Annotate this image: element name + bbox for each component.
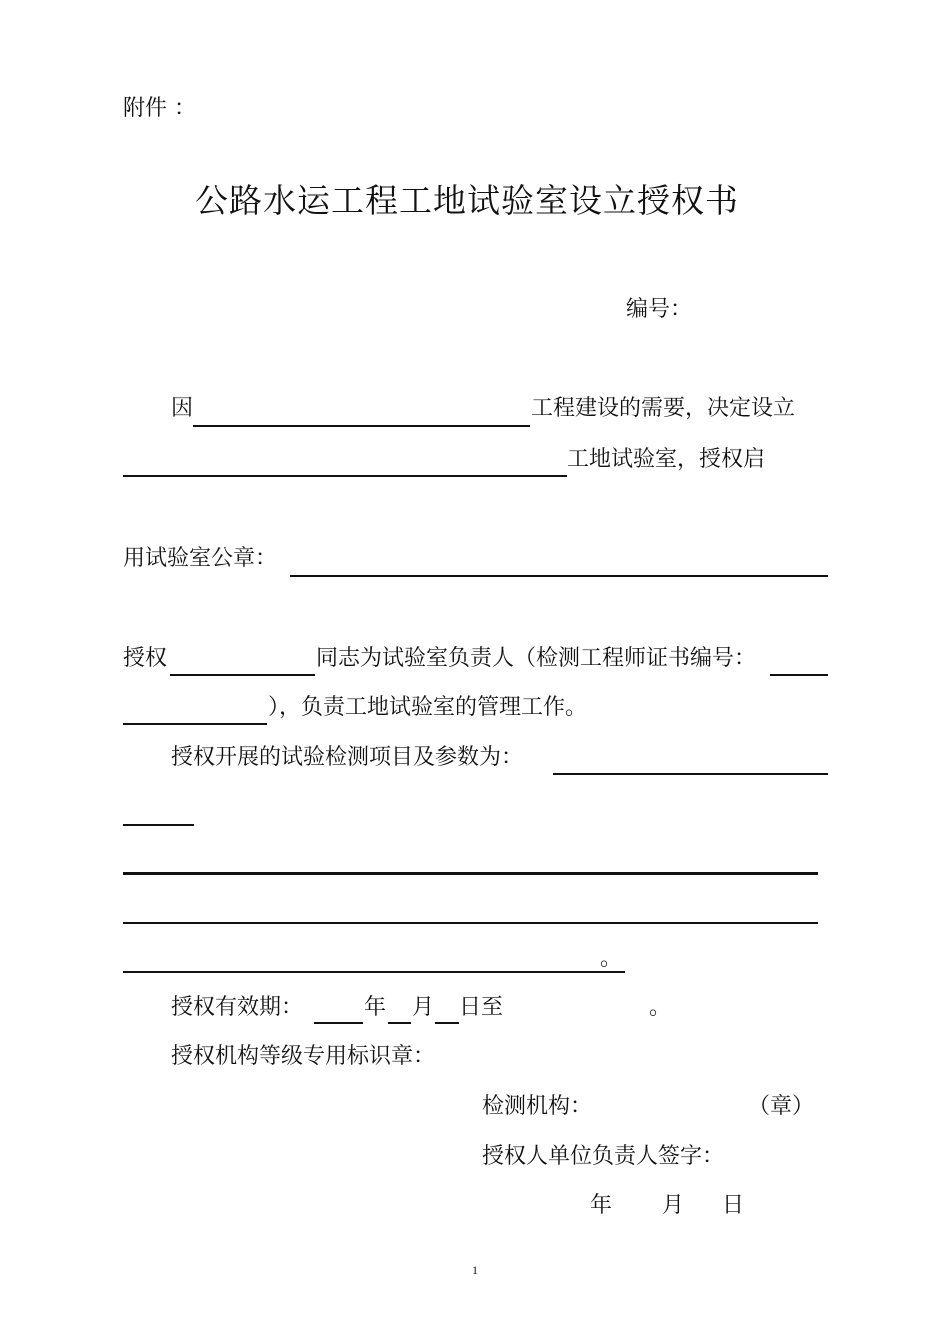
seal-blank[interactable] xyxy=(290,575,828,577)
month-blank[interactable] xyxy=(388,1022,411,1024)
auth-prefix: 授权 xyxy=(123,646,168,671)
validity-end: 。 xyxy=(649,995,672,1020)
project-name-blank[interactable] xyxy=(193,425,530,427)
org-seal-label: 授权机构等级专用标识章： xyxy=(171,1044,436,1069)
seal-mark: （章） xyxy=(748,1094,815,1119)
items-blank-2[interactable] xyxy=(123,824,194,826)
items-blank-4[interactable] xyxy=(123,922,818,924)
certificate-number-blank-2[interactable] xyxy=(123,723,267,725)
seal-label: 用试验室公章： xyxy=(123,546,278,571)
items-label: 授权开展的试验检测项目及参数为： xyxy=(171,745,524,770)
items-blank-1[interactable] xyxy=(553,773,828,775)
sign-date-day: 日 xyxy=(722,1193,745,1218)
validity-year: 年 xyxy=(364,995,387,1020)
document-title: 公路水运工程工地试验室设立授权书 xyxy=(195,181,739,220)
year-blank[interactable] xyxy=(314,1022,363,1024)
lab-name-blank[interactable] xyxy=(123,475,567,477)
validity-label: 授权有效期： xyxy=(171,995,304,1020)
p1-prefix: 因 xyxy=(171,396,194,421)
attachment-label: 附件 ： xyxy=(123,96,196,121)
page-number: 1 xyxy=(472,1263,478,1277)
auth-mid: 同志为试验室负责人（检测工程师证书编号： xyxy=(316,646,757,671)
items-blank-3[interactable] xyxy=(123,872,818,875)
items-end: 。 xyxy=(600,946,623,971)
sign-date-year: 年 xyxy=(590,1193,613,1218)
auth-end: ），负责工地试验室的管理工作。 xyxy=(268,695,588,720)
document-number-label: 编号： xyxy=(626,297,693,322)
signer-label: 授权人单位负责人签字： xyxy=(482,1144,725,1169)
day-blank[interactable] xyxy=(435,1022,459,1024)
p1-mid: 工程建设的需要，决定设立 xyxy=(531,396,796,421)
sign-date-month: 月 xyxy=(662,1193,685,1218)
org-label: 检测机构： xyxy=(482,1094,593,1119)
p2-suffix: 工地试验室，授权启 xyxy=(567,447,766,472)
validity-day-to: 日至 xyxy=(459,995,504,1020)
person-name-blank[interactable] xyxy=(170,674,315,676)
validity-month: 月 xyxy=(412,995,435,1020)
items-blank-5[interactable] xyxy=(123,971,625,973)
certificate-number-blank-1[interactable] xyxy=(770,674,828,676)
